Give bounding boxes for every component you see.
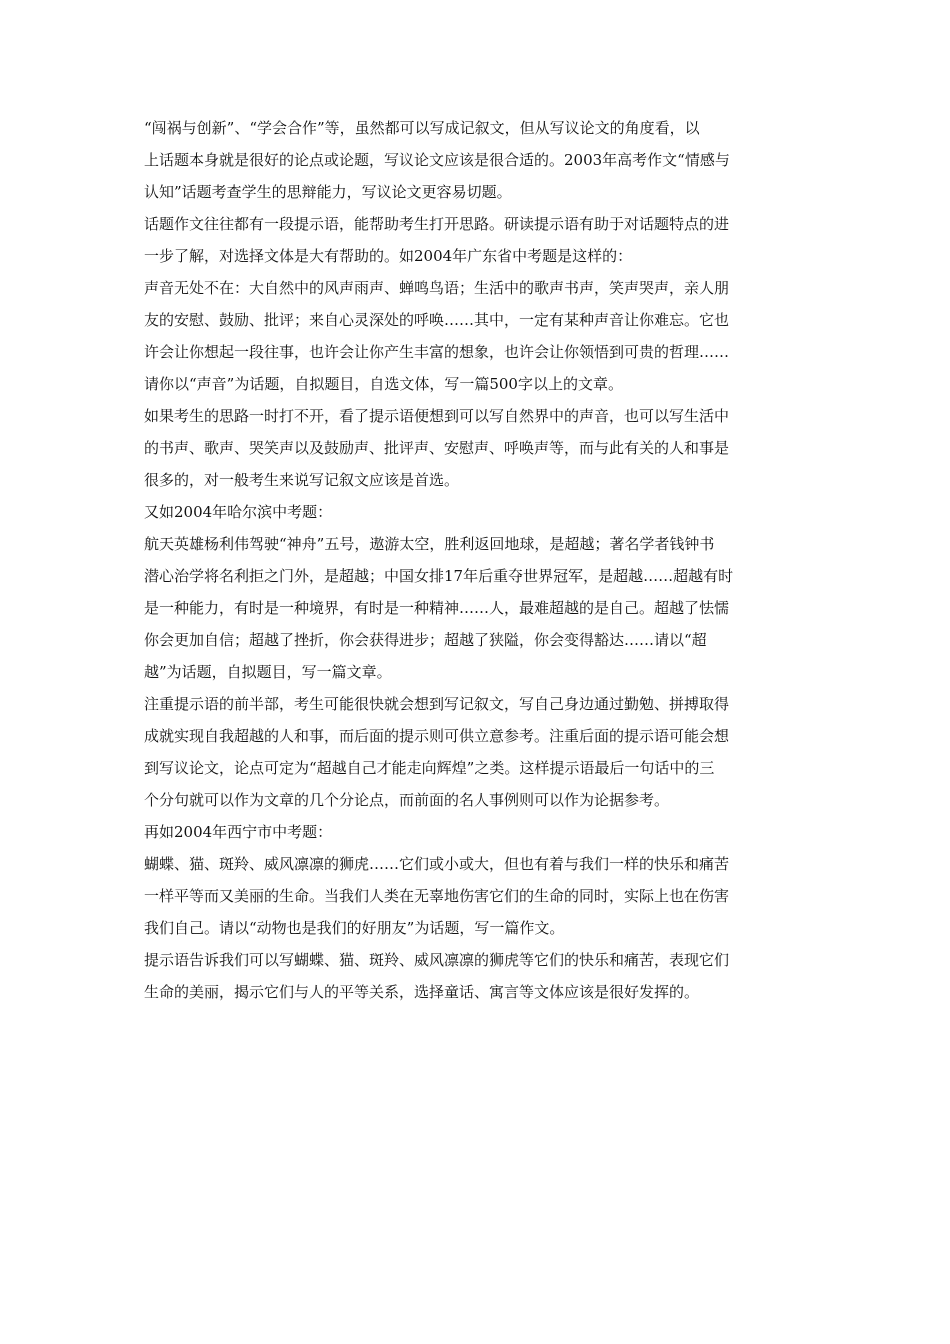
text-line: 话题作文往往都有一段提示语，能帮助考生打开思路。研读提示语有助于对话题特点的进 <box>144 215 730 233</box>
text-line: 我们自己。请以“动物也是我们的好朋友”为话题，写一篇作文。 <box>144 919 565 937</box>
text-line: 是一种能力，有时是一种境界，有时是一种精神……人，最难超越的是自己。超越了怯懦 <box>144 599 730 617</box>
text-line: 航天英雄杨利伟驾驶“神舟”五号，遨游太空，胜利返回地球，是超越；著名学者钱钟书 <box>144 535 715 553</box>
document-body <box>144 112 808 1008</box>
text-line: 蝴蝶、猫、斑羚、威风凛凛的狮虎……它们或小或大，但也有着与我们一样的快乐和痛苦 <box>144 855 730 873</box>
text-line: 声音无处不在：大自然中的风声雨声、蝉鸣鸟语；生活中的歌声书声，笑声哭声，亲人朋 <box>144 279 730 297</box>
text-line: 许会让你想起一段往事，也许会让你产生丰富的想象，也许会让你领悟到可贵的哲理…… <box>144 343 730 361</box>
text-line: 的书声、歌声、哭笑声以及鼓励声、批评声、安慰声、呼唤声等，而与此有关的人和事是 <box>144 439 730 457</box>
text-line: 很多的，对一般考生来说写记叙文应该是首选。 <box>144 471 460 489</box>
text-line: 又如2004年哈尔滨中考题： <box>144 503 333 521</box>
text-line: 再如2004年西宁市中考题： <box>144 823 333 841</box>
text-line: 注重提示语的前半部，考生可能很快就会想到写记叙文，写自己身边通过勤勉、拼搏取得 <box>144 695 730 713</box>
text-line: 上话题本身就是很好的论点或论题，写议论文应该是很合适的。2003年高考作文“情感与 <box>144 151 730 169</box>
text-line: 一步了解，对选择文体是大有帮助的。如2004年广东省中考题是这样的： <box>144 247 633 265</box>
text-line: 成就实现自我超越的人和事，而后面的提示则可供立意参考。注重后面的提示语可能会想 <box>144 727 730 745</box>
text-line: 潜心治学将名利拒之门外，是超越；中国女排17年后重夺世界冠军，是超越……超越有时 <box>144 567 734 585</box>
text-line: 你会更加自信；超越了挫折，你会获得进步；超越了狭隘，你会变得豁达……请以“超 <box>144 631 707 649</box>
text-line: 一样平等而又美丽的生命。当我们人类在无辜地伤害它们的生命的同时，实际上也在伤害 <box>144 887 730 905</box>
text-line: 生命的美丽，揭示它们与人的平等关系，选择童话、寓言等文体应该是很好发挥的。 <box>144 983 700 1001</box>
text-line: 请你以“声音”为话题，自拟题目，自选文体，写一篇500字以上的文章。 <box>144 375 623 393</box>
text-line: 提示语告诉我们可以写蝴蝶、猫、斑羚、威风凛凛的狮虎等它们的快乐和痛苦，表现它们 <box>144 951 730 969</box>
text-line: “闯祸与创新”、“学会合作”等，虽然都可以写成记叙文，但从写议论文的角度看，以 <box>144 119 700 137</box>
text-line: 如果考生的思路一时打不开，看了提示语便想到可以写自然界中的声音，也可以写生活中 <box>144 407 730 425</box>
text-line: 友的安慰、鼓励、批评；来自心灵深处的呼唤……其中，一定有某种声音让你难忘。它也 <box>144 311 730 329</box>
text-line: 到写议论文，论点可定为“超越自己才能走向辉煌”之类。这样提示语最后一句话中的三 <box>144 759 715 777</box>
text-line: 个分句就可以作为文章的几个分论点，而前面的名人事例则可以作为论据参考。 <box>144 791 670 809</box>
text-line: 越”为话题，自拟题目，写一篇文章。 <box>144 663 392 681</box>
text-line: 认知”话题考查学生的思辩能力，写议论文更容易切题。 <box>144 183 512 201</box>
